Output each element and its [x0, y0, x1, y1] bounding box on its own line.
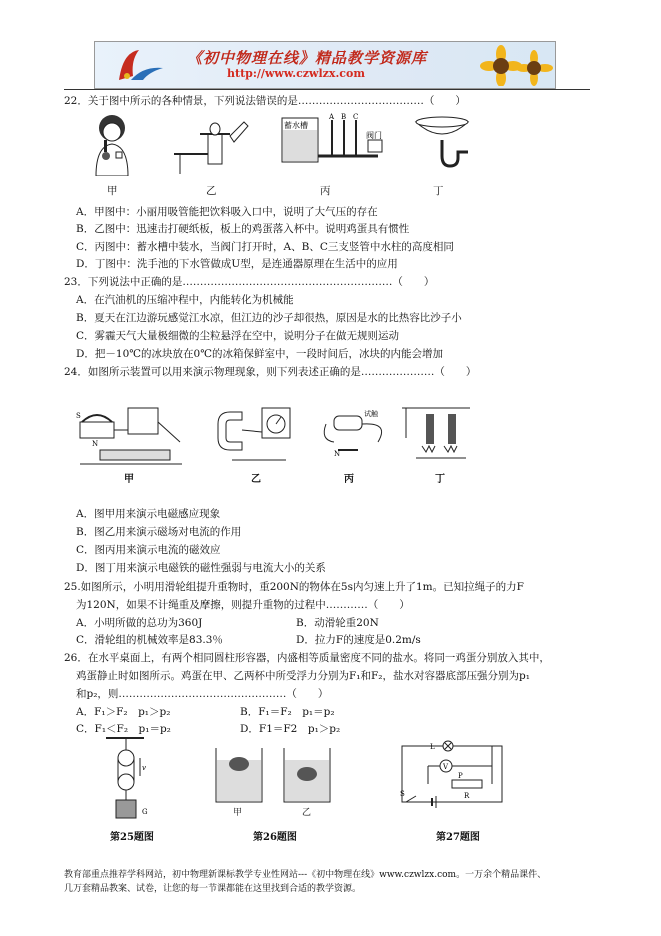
q22-figure-jia — [82, 110, 142, 176]
q26-option-b: B．F₁＝F₂ p₁＝p₂ — [240, 706, 335, 718]
q25-option-b: B．动滑轮重20N — [296, 617, 379, 629]
q24-option-a: A．图甲用来演示电磁感应现象 — [76, 508, 221, 520]
q22-option-b: B．乙图中：迅速击打硬纸板，板上的鸡蛋落入杯中。说明鸡蛋具有惯性 — [76, 223, 410, 235]
q22-figure-yi — [170, 114, 250, 174]
fig27-s-label: S — [400, 790, 405, 798]
q23-option-b: B．夏天在江边游玩感觉江水凉，但江边的沙子却很热，原因是水的比热容比沙子小 — [76, 312, 462, 324]
q24-stem: 24．如图所示装置可以用来演示物理现象，则下列表述正确的是…………………（ ） — [64, 366, 477, 378]
q24-figure-jia — [70, 402, 190, 470]
fig27-l-label: L — [430, 743, 435, 751]
q26-line3: 和p₂，则…………………………………………（ ） — [76, 688, 329, 700]
q26-option-a: A．F₁＞F₂ p₁＞p₂ — [76, 706, 171, 718]
tube-a-label: A — [329, 113, 335, 121]
q26-line1: 26．在水平桌面上，有两个相同圆柱形容器，内盛相等质量密度不同的盐水。将同一鸡蛋分别放入其中， — [64, 652, 550, 664]
q24-label-bing: 丙 — [344, 474, 354, 485]
fig26-beakers — [214, 746, 334, 804]
q24-label-yi: 乙 — [251, 474, 261, 485]
q23-option-a: A．在汽油机的压缩冲程中，内能转化为机械能 — [76, 294, 294, 306]
banner-title: 《初中物理在线》精品教学资源库 — [187, 49, 428, 67]
fig25-v-label: v — [142, 764, 146, 772]
q24-figure-bing — [320, 410, 400, 460]
footer-line2: 几万套精品教案、试卷，让您的每一节课都能在这里找到合适的教学资源。 — [64, 884, 362, 894]
q22-figure-ding — [412, 112, 472, 172]
q22-option-d: D．丁图中：洗手池的下水管做成U型，是连通器原理在生活中的应用 — [76, 258, 398, 270]
bing-trial-label: 试触 — [364, 410, 378, 418]
q24-figure-ding — [400, 402, 478, 462]
fig25-g-label: G — [142, 808, 148, 816]
q25-line2: 为120N，如果不计绳重及摩擦，则提升重物的过程中…………（ ） — [76, 599, 410, 611]
q22-label-ding: 丁 — [433, 185, 444, 197]
tank-label: 蓄水槽 — [284, 121, 308, 130]
valve-label: 阀门 — [366, 131, 382, 140]
jia-s-label: S — [76, 412, 81, 420]
fig27-v-label: V — [443, 763, 449, 771]
q22-option-a: A．甲图中：小丽用吸管能把饮料吸入口中，说明了大气压的存在 — [76, 206, 378, 218]
banner-url: http://www.czwlzx.com — [227, 67, 365, 80]
fig27-r-label: R — [464, 792, 470, 800]
tube-c-label: C — [353, 113, 359, 121]
q22-option-c: C．丙图中：蓄水槽中装水，当阀门打开时，A、B、C三支竖管中水柱的高度相同 — [76, 241, 454, 253]
fig27-circuit — [392, 736, 512, 816]
jia-n-label: N — [92, 440, 99, 448]
q22-figure-bing — [280, 110, 392, 172]
q24-option-c: C．图丙用来演示电流的磁效应 — [76, 544, 221, 556]
fig26-label-yi: 乙 — [302, 808, 312, 818]
q22-stem: 22．关于图中所示的各种情景，下列说法错误的是………………………………（ ） — [64, 95, 466, 107]
q24-label-jia: 甲 — [124, 474, 134, 485]
q23-option-d: D．把－10℃的冰块放在0℃的冰箱保鲜室中，一段时间后，冰块的内能会增加 — [76, 348, 443, 360]
logo-icon — [109, 46, 169, 84]
fig26-label-jia: 甲 — [233, 808, 243, 818]
q26-line2: 鸡蛋静止时如图所示。鸡蛋在甲、乙两杯中所受浮力分别为F₁和F₂，盐水对容器底部压强分别为p₁ — [76, 670, 530, 682]
q22-label-jia: 甲 — [107, 185, 118, 197]
tube-b-label: B — [341, 113, 347, 121]
q23-option-c: C．雾霾天气大量极细微的尘粒悬浮在空中，说明分子在做无规则运动 — [76, 330, 400, 342]
q25-option-c: C．滑轮组的机械效率是83.3％ — [76, 634, 223, 646]
q26-option-d: D．F1＝F2 p₁＞p₂ — [240, 723, 341, 735]
sunflower-icon — [479, 44, 553, 86]
q23-stem: 23．下列说法中正确的是……………………………………………………（ ） — [64, 276, 435, 288]
fig27-caption: 第27题图 — [436, 832, 480, 843]
q26-option-c: C．F₁＜F₂ p₁＝p₂ — [76, 723, 171, 735]
q24-label-ding: 丁 — [435, 474, 445, 485]
q24-option-b: B．图乙用来演示磁场对电流的作用 — [76, 526, 242, 538]
q22-label-yi: 乙 — [206, 185, 217, 197]
bing-n-label: N — [334, 450, 341, 458]
header-banner — [94, 41, 556, 89]
fig26-caption: 第26题图 — [253, 832, 297, 843]
q24-figure-yi — [212, 402, 296, 466]
q25-option-a: A．小明所做的总功为360J — [76, 617, 203, 629]
q24-option-d: D．图丁用来演示电磁铁的磁性强弱与电流大小的关系 — [76, 562, 326, 574]
q22-label-bing: 丙 — [320, 185, 331, 197]
fig25-caption: 第25题图 — [110, 832, 154, 843]
fig25-pulley — [104, 736, 154, 822]
q25-line1: 25.如图所示，小明用滑轮组提升重物时，重200N的物体在5s内匀速上升了1m。已知拉绳子的力F — [64, 581, 524, 593]
footer-line1: 教育部重点推荐学科网站，初中物理新课标教学专业性网站---《初中物理在线》www.czwlzx.com。一万余个精品课件、 — [64, 870, 547, 880]
fig27-p-label: P — [458, 772, 463, 780]
header-rule — [64, 89, 590, 90]
q25-option-d: D．拉力F的速度是0.2m/s — [296, 634, 421, 646]
